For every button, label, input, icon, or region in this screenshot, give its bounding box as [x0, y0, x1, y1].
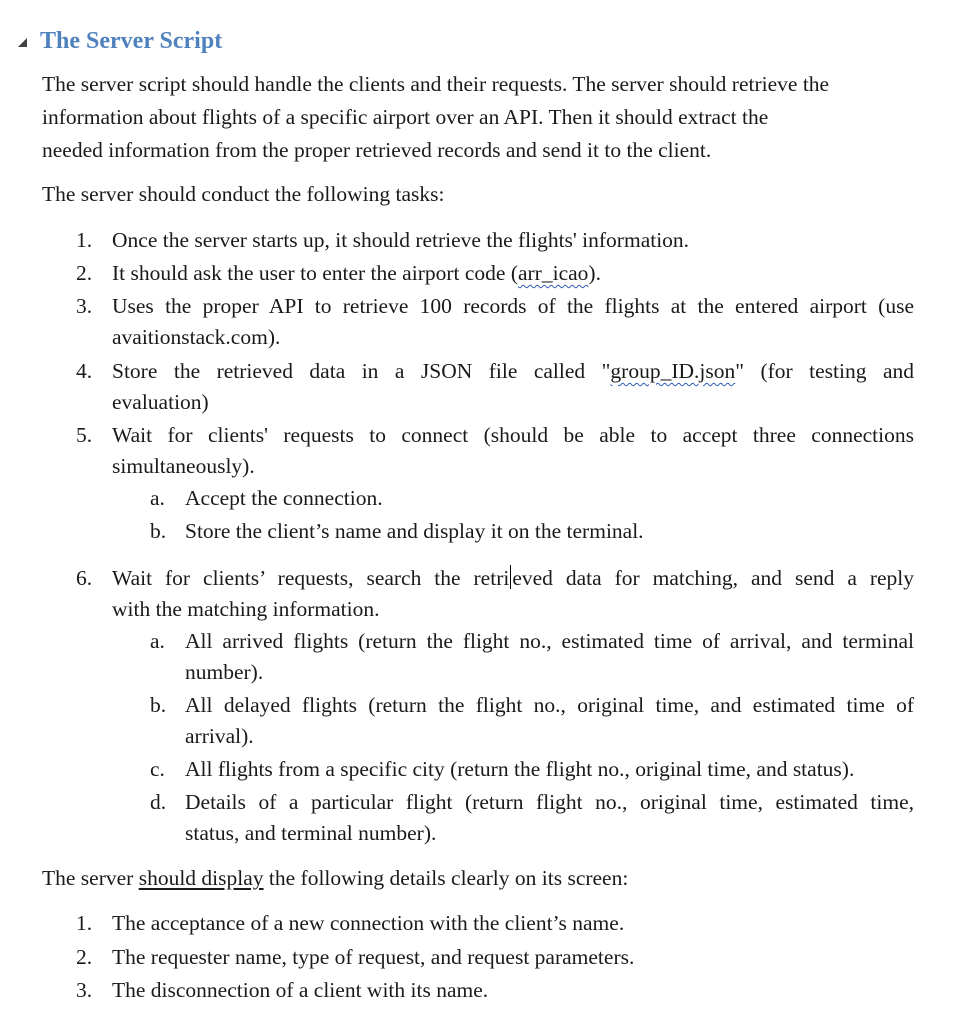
sub-task-item: All flights from a specific city (return the flight no., original time, and status).: [185, 757, 855, 781]
sub-list-letter: b.: [150, 519, 167, 543]
underlined-phrase: should display: [138, 866, 264, 890]
sub-task-item: All delayed flights (return the flight no., original time, and estimated time of arrival).: [185, 693, 914, 748]
tasks-intro: The server should conduct the following tasks:: [42, 182, 445, 206]
section-title: The Server Script: [40, 27, 223, 54]
sub-task-item: Details of a particular flight (return flight no., original time, estimated time, status, and terminal number).: [185, 790, 914, 845]
sub-task-item: Store the client’s name and display it on the terminal.: [185, 519, 644, 543]
list-number: 6.: [76, 566, 93, 590]
code-term: arr_icao: [517, 261, 589, 285]
display-intro: The server should display the following details clearly on its screen:: [42, 866, 629, 890]
collapse-triangle-icon[interactable]: [18, 38, 27, 47]
list-number: 5.: [76, 423, 93, 447]
sub-list-letter: a.: [150, 629, 165, 653]
intro-line: The server script should handle the clients and their requests. The server should retrieve the: [42, 72, 830, 96]
task-item: Store the retrieved data in a JSON file called "group_ID.json" (for testing and evaluation): [112, 359, 914, 414]
intro-paragraph: [42, 68, 922, 167]
task-item: It should ask the user to enter the airport code (arr_icao).: [112, 261, 601, 285]
sub-task-item: All arrived flights (return the flight no., estimated time of arrival, and terminal number).: [185, 629, 914, 684]
list-number: 3.: [76, 978, 93, 1002]
task-item: Wait for clients’ requests, search the retri eved data for matching, and send a reply with the matching information.: [112, 566, 914, 621]
task-item: Uses the proper API to retrieve 100 records of the flights at the entered airport (use avaitionstack.com).: [112, 294, 914, 349]
task-item: Wait for clients' requests to connect (should be able to accept three connections simultaneously).: [112, 423, 914, 478]
list-number: 2.: [76, 945, 93, 969]
display-item: The disconnection of a client with its name.: [112, 978, 489, 1002]
sub-list-letter: b.: [150, 693, 167, 717]
sub-list-letter: d.: [150, 790, 167, 814]
task-item: Once the server starts up, it should retrieve the flights' information.: [112, 228, 690, 252]
section-heading: [18, 26, 222, 56]
file-name-term: group_ID.json: [610, 359, 736, 383]
list-number: 4.: [76, 359, 93, 383]
display-item: The acceptance of a new connection with the client’s name.: [112, 911, 625, 935]
intro-line: information about flights of a specific airport over an API. Then it should extract the: [42, 105, 769, 129]
sub-task-item: Accept the connection.: [185, 486, 383, 510]
display-item: The requester name, type of request, and request parameters.: [112, 945, 635, 969]
list-number: 1.: [76, 911, 93, 935]
sub-list-letter: a.: [150, 486, 165, 510]
list-number: 1.: [76, 228, 93, 252]
list-number: 2.: [76, 261, 93, 285]
list-number: 3.: [76, 294, 93, 318]
sub-list-letter: c.: [150, 757, 165, 781]
intro-line: needed information from the proper retrieved records and send it to the client.: [42, 138, 712, 162]
